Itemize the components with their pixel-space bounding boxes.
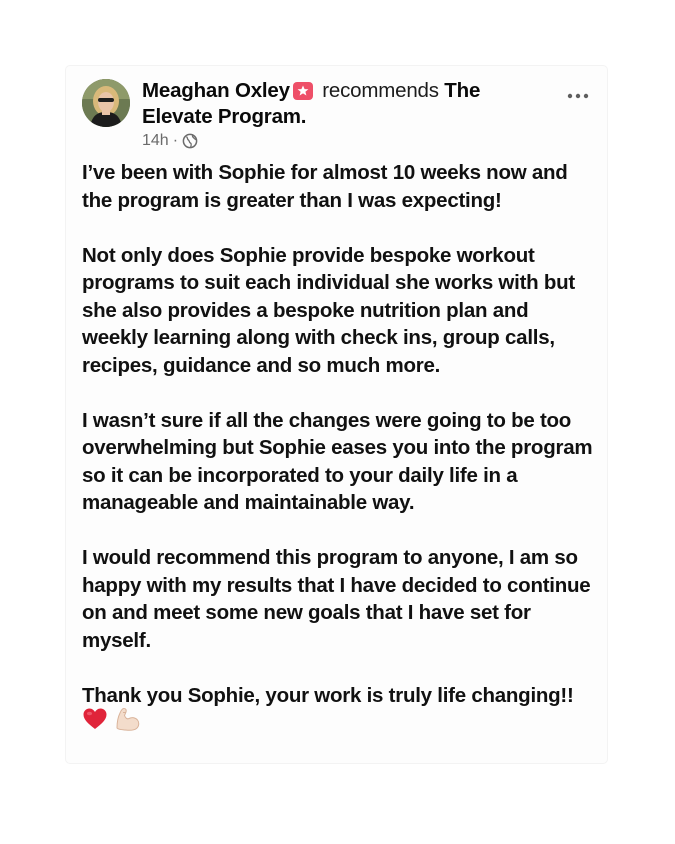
avatar[interactable] bbox=[82, 79, 130, 127]
post-paragraph: Not only does Sophie provide bespoke workout programs to suit each individual she works with but she also provides a bespoke nutrition plan and weekly learning along with check ins, group calls, recipes, guidance and so much more. bbox=[82, 243, 575, 377]
recommends-label: recommends bbox=[322, 79, 439, 102]
post-meta bbox=[142, 131, 198, 151]
author-name[interactable]: Meaghan Oxley bbox=[142, 79, 290, 102]
post-paragraph: I would recommend this program to anyone, I am so happy with my results that I have decided to continue on and meet some new goals that I have set for myself. bbox=[82, 546, 591, 652]
page-name[interactable]: The Elevate Program. bbox=[142, 79, 481, 128]
post-header bbox=[82, 78, 591, 148]
profile-photo bbox=[82, 79, 130, 127]
post-headline bbox=[142, 78, 542, 130]
more-horizontal-icon[interactable] bbox=[567, 88, 589, 98]
emoji-row bbox=[82, 709, 597, 736]
post-paragraph: Thank you Sophie, your work is truly life changing!! bbox=[82, 683, 574, 707]
star-badge-icon bbox=[293, 82, 313, 100]
post-paragraph: I wasn’t sure if all the changes were going to be too overwhelming but Sophie eases you into the program so it can be incorporated to your daily life in a manageable and maintainable way. bbox=[82, 408, 593, 514]
globe-icon[interactable] bbox=[182, 133, 198, 149]
meta-separator: · bbox=[172, 132, 179, 149]
flexed-biceps-icon bbox=[114, 706, 142, 740]
red-heart-icon bbox=[82, 707, 108, 739]
post-paragraph: I’ve been with Sophie for almost 10 weeks now and the program is greater than I was expecting! bbox=[82, 161, 568, 212]
recommendation-post bbox=[66, 66, 607, 763]
post-time[interactable]: 14h bbox=[142, 132, 169, 149]
post-text bbox=[82, 159, 597, 736]
